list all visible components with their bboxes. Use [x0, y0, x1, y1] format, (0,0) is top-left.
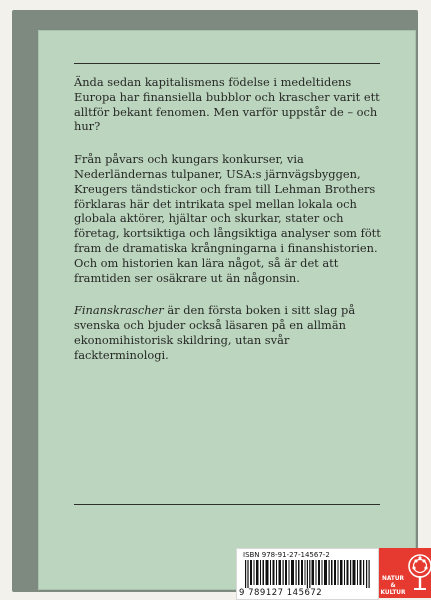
- tree-icon: [406, 552, 431, 594]
- blurb-text: [74, 75, 384, 381]
- barcode: [236, 548, 379, 600]
- bottom-rule: [74, 504, 380, 505]
- top-rule: [74, 63, 380, 64]
- isbn-label: ISBN 978-91-27-14567-2: [243, 551, 330, 559]
- publisher-logo: [379, 548, 431, 598]
- back-cover: [38, 30, 416, 598]
- barcode-digits: 9 789127 145672: [239, 588, 323, 598]
- blurb-paragraph-3: [74, 303, 384, 362]
- book-title-italic: Finanskrascher: [74, 303, 164, 318]
- publisher-name: NATUR & KULTUR: [380, 576, 406, 596]
- book-jacket: [12, 10, 418, 598]
- barcode-bars: [245, 560, 371, 588]
- blurb-paragraph-1: Ända sedan kapitalismens födelse i medeltidens Europa har finansiella bubblor och krascher varit ett alltför bekant fenomen. Men varför uppstår de – och hur?: [74, 75, 380, 134]
- closing-text: är den första boken i sitt slag på svenska och bjuder också läsaren på en allmän ekonomihistorisk skildring, utan svår fackterminologi.: [74, 303, 356, 362]
- blurb-paragraph-2: Från påvars och kungars konkurser, via Nederländernas tulpaner, USA:s järnvägsbyggen, Kreugers tändstickor och fram till Lehman Brothers förklaras här det intrikata spel mellan lokala och globala aktörer, hjältar och skurkar, stater och företag, kortsiktiga och långsiktiga analyser som fött fram de dramatiska krångningarna i finanshistorien. Och om historien kan lära något, så är det att framtiden ser osäkrare ut än någonsin.: [74, 152, 381, 285]
